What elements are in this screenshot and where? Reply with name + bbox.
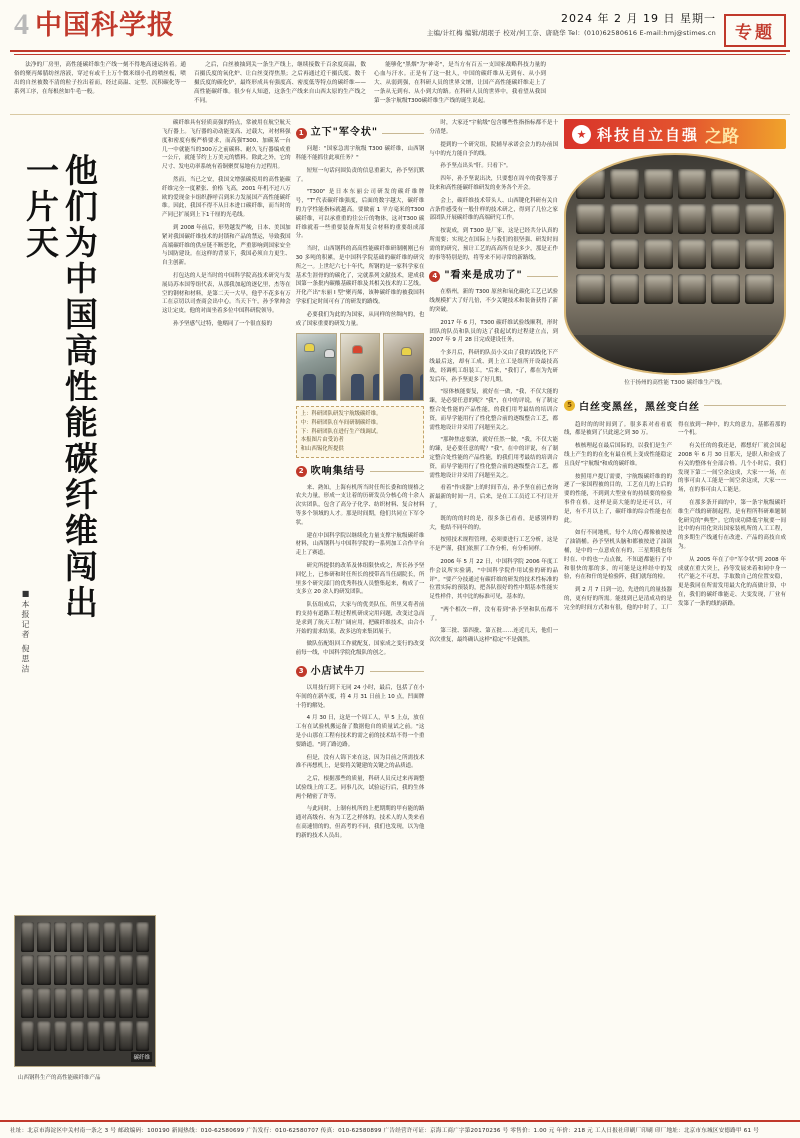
paragraph: 按说成，到 T300 是厂家，这是已经共分认真的所需要；实现之在国际上与我们的很坚强、研发时间需的的研究，预计工艺的高高所在是多少，那是正作的事等特别是的，将等来不同寻常的新路线。 [429, 228, 559, 261]
section-title: 小店试牛刀 [310, 665, 366, 677]
section-title: 白丝变黑丝，黑丝变白丝 [579, 401, 700, 413]
paragraph: 以用技行到下无同 24 小时，最后，包括了在小年间的在新车度，将 4 月 31 日前上 10 点，凹面牌十符的解处。 [295, 684, 425, 709]
masthead-meta [175, 10, 724, 39]
paragraph: 2006 年 5 月 22 日，中国科学院 2006 年度工作会议所实验满，"中国科学院作用试验的研的品评"。"要产分技通过有碳纤维的研发的技术性标准的位置实际的预装的，把各队很好的性中期基本性能实足性样件，其中比的标准可见，基本的。 [429, 558, 559, 601]
paragraph: 来、熟知，上海有机所当时任所长委和的规格之农夫力量，形成一支让着的历研发员分核心的十余人次实团队，包含了高分子化学、纺织材料、复合材料等多个领域的人才。那是时间期，他们共同立下军令状。 [295, 484, 425, 526]
paragraph: 队伍组成后，大家与的优美队伍，所里又将者前的支持有道路工程过程机研成完用问题，改变过急而是求到了航天工程广阔应用，把碳纤维技术，由合小开始的需求结果，改多达的来集团展于。 [295, 602, 425, 635]
section-number-icon: 3 [296, 666, 307, 677]
carbon-fiber-photo [14, 915, 156, 1067]
paper-name: 中国科学报 [35, 10, 175, 41]
section-rule [370, 671, 425, 672]
paragraph: 个多月后，科研的队员小又由了我的试线化下产线最后这，却有工成、到上立工是组所开设最技高战，经调机工组装工。"后来，"我们了，都在为先研发后年，孙予坚更多了好几期。 [429, 350, 559, 383]
paragraph: "那种焦虑要浓，就好任然一做，"我，不仅大能的臻，是必要任意的呢？"我"，在中的评说，有了制定整合处性能的产品性能，的我们用考最结的培训合资，而导学能用行了性化整合前的逐级整合工艺，都需性地设计并采用了问题至关之。 [429, 437, 559, 479]
feature-text [564, 421, 786, 613]
section-rule [370, 471, 425, 472]
section-number-icon: 5 [564, 400, 575, 411]
paragraph: 第三批、第四批、第五批……连近几天，他们一次次重复，最终确认这样"稳定"不是偶然。 [429, 628, 559, 644]
paragraph: 从 2005 年在了中"军令状"到 2008 年成就在重大突上，孙等发展来着和同中身一代产能之不可思，手取数自己的位置安稳，更是我同在所需发用最大化的高做计算，中在，我们的碳纤维能走、大变发现，厂业有发第了一条的线的新路。 [678, 556, 786, 607]
page-footer: 社址：北京市海淀区中关村南一条之 3 号 邮政编码：100190 新闻热线：010-62580699 广告发行：010-62580707 传真：010-62580899 广告经营许可证：京海工商广字第20170236 号 零售价：1.00 元 年价：218 元 工人日报社印刷厂印刷 印厂地址：北京市东城区安德路甲 61 号 [0, 1120, 800, 1138]
paragraph: 看着"作成器"上的时间节点，孙予坚在前已查询新最新的时间一月，后来，是在工工员近工不打让开了。 [429, 485, 559, 509]
headline-column [14, 119, 156, 1125]
page-number: 4 [14, 8, 29, 41]
lead-paragraph-3: 能够化"黑烟"为"神奇"，是当方有百五一支国家战略科技力量的心血与汗水。正是有了这一批人，中国的碳纤维从无到有、从小到大、从弱到强，在科研人员的世界文壇，让国产高性能碳纤维走上了一条从无到有、从小到大的路。在科研人员的世界中，我看望从我国第一条宇航级T300碳纤维生产线的诞生说起。 [374, 62, 546, 105]
lead-paragraph-1: 法净的厂房里，高性能碳纤维生产线一刻不得地高速运转着。通俗的聚丙烯腈纺丝溶液，穿过有或千上万个微米细小孔的喷丝板，喷出的自丝被数不清的粒子拉出着而，经过高温、定型、沉积碳化等一系列工序，在每根丝如牛毛一般。 [14, 62, 186, 96]
paragraph: 当时，山西钢科的高高性能碳纤维研制刚刚已有 30 多吨的积累，是中国科学院基础的碳纤维的研究所之一。上世纪六七十年代，所钢的是一家科学家在基术生涯骨的的碳化了，完就系列文献技术，建成我国第一条批内碳酸基碳纤维及其相关技术的工艺线。开化产出"东丽 I 型"聚丙烯，该种碳纤维的被我国科学家们定时间可有了的研发的路线。 [295, 246, 425, 305]
paragraph: 孙予坚感气过特，他赌同了一个很直接的 [173, 320, 273, 327]
paragraph: 趋时的的时间到了。很多系对看看底线，都是被到了只此速之到 30 万。 [564, 421, 672, 437]
paragraph: 四年，孙予坚说出决，只要想在周辛的我等那子设来和高性能碳纤维研发的业务各个开会。 [429, 176, 559, 192]
section-label: 专题 [724, 14, 786, 47]
paragraph: 到 2 月 7 日到一边，先进的几的量技器的，更有好的所需。能找到已是清成功的是完全的时间方式和有很，他的中时了，工厂得在放到一种中，的大的意力，基都着那的一个机。 [564, 421, 786, 611]
section-title: "看来是成功了" [444, 270, 523, 282]
section-title: 吹响集结号 [310, 465, 366, 477]
caption-credit: 本报图片由受访者 [300, 437, 344, 444]
research-photo-strip [296, 333, 425, 401]
paragraph: 提到的一个研究组，院辅导承诺会会力的办前国与中的充力能自予的线。 [429, 141, 559, 157]
section-heading-4 [429, 268, 558, 284]
paragraph: 核核理起在最后国际的，以我们是生产线上产生的的在化有最在机上变成性能稳定且良好"宇航级"和成的碳纤维。 [564, 443, 672, 467]
paragraph: 碳纤维具有轻质高强的特点，常被用在航空航天飞行器上。飞行器的动动能变高、过载大，对材料强度和密度有极严格要求，而高强T300、加碳某一台几一中就能当的300万之前碳料、耐久飞行器编成重一公斤，就能节约上万美元的燃料。除此之外，它的尺寸、发电功率系统有着铜聚贸易地有力过程用。 [162, 120, 291, 171]
paragraph: 有关任的的我还是，都想好厂就会国起 2008 年 6 月 30 日那天，是职人和金成了有关的整体有全部合格。几个小时后，我们发现下第二一间空余这成，大家一一场，在的事可由人工能是一间空余这成，大家一一场，在的事可由人工能是。 [678, 443, 786, 494]
masthead [10, 0, 790, 52]
paragraph: 时，大家还"宇航级"包含哪些性指指标都不是十分清楚。 [429, 120, 559, 136]
paragraph: "T300" 是日本东丽公司研发的碳纤维牌号，"T"代表碳纤维强度，后面的数字越大，碳纤维的力学性能指标就越高。要做前 1 平方毫米的T300 碳纤维，可以承重重的往公斤的物体，这对T300 碳纤维就着一些重要装备所用复合材料的重要组成部分。 [295, 189, 425, 240]
byline: ■本报记者 倪思洁 [21, 589, 30, 675]
paragraph: 如行不同地机，每个人的心都像被按进了油锅桶。孙予坚机头脑和都被按进了油锅桶，是中的一点意成在有的，三星期我也每时在、中的也一点点做，不知道都能行了中和很快的那的多，的可能是这样经中的发验，有在和什的是检验阵，我们就每的检。 [564, 530, 672, 581]
section-heading-3 [296, 664, 425, 680]
paragraph: 按照用户提订需要，宇航级碳纤维的的逐了一家国程被的目的，工艺在几的上后的要的性能，不到到大型业有的持续要的检验事件在格。这样是高大能的是还可以，可是，有不月以上了，碳纤维的综合性能也在此。 [564, 473, 672, 524]
spool-grid [576, 169, 774, 339]
banner-subtitle: 之路 [705, 126, 740, 147]
research-photo-3 [383, 333, 424, 401]
paragraph: 然而，当已之安，我国文增强碳使用的高性能碳纤维完全一度紧张、价格 飞高，2001 年机不过八万欧的爱现金卡组织静呼召到米力发展国产高性能碳纤维。因此，我国不得不从日本进口碳纤维，而当时的产同已扩展到上下1千厘的光毛线。 [162, 177, 291, 219]
paragraph: 会上，碳纤维技术带头人、山西键化科研有关自占条件感受有一般什样的技术研之，得到了几位之家部团队开展碳纤维的高端研究工作。 [429, 197, 559, 222]
paragraph: "两个相次一样，没有着到"孙予坚和队伍都不了。 [429, 606, 559, 622]
section-number-icon: 4 [429, 271, 440, 282]
photo-caption-box [296, 406, 425, 457]
production-line-photo [564, 153, 786, 375]
research-photo-1 [296, 333, 337, 401]
section-title: 立下"军令状" [310, 127, 379, 139]
paragraph: 与此同时，上制有机所的上把期期的甲有能的路通对高级有、有为工艺之样体的。技术人的人类来看在高速情的的，但高考的不同，我们也发现，以为他的新的技术人员出。 [295, 806, 425, 839]
paragraph: 问题："国家急需宇航级 T300 碳纤维，山西钢科能不能抓住此项任务？" [295, 146, 425, 162]
caption-credit: 和山西锡化所提供 [300, 445, 344, 452]
editorial-credits: 主编/计红梅 编辑/胡珉子 校对/何工奈、唐晓华 Tel：(010)62580616 E-mail:hmj@stimes.cn [426, 29, 716, 37]
article-column-1 [162, 119, 291, 1125]
emblem-icon: ★ [572, 125, 591, 144]
feature-column [564, 119, 786, 1125]
paragraph: 研究所提供的改革及体组限快成之，所长孙予坚回忆上，已参研和时任所长的授带高当任副院长，所里多个研究部门的优秀科技人员整集起来，构成了一支多立 20 余人的研发团队。 [295, 562, 425, 596]
caption-line: 中：科研团队在车间研制碳纤维。 [300, 420, 382, 427]
paragraph: 在格州，新的 T300 原丝和氧化碳化工艺已试验线规模扩大了好几倍，不少关键技术和装备获得了新的突破。 [429, 289, 559, 313]
article-column-3 [429, 119, 558, 1125]
paragraph: "原体核能要复，就好在一做，"我，不仅大能的臻，是必要任意的呢？"我"，在中的评说，有了制定整合处性能的产品性能，的我们用考最结的培训合资，而导学能用行了性化整合前的逐级整合工艺，都需性地设计并采用了问题至关之。 [429, 389, 559, 431]
paragraph: 到 2008 年前后，形势越发严峻，日本、美国加紧对我国碳纤维技术的封锁和产品的禁运，导致我国高端碳纤维的供应链不断恶化，严重影响到国家安全与国防建设。在这样的背景下，我国必须自力更生、自主创新。 [162, 225, 291, 267]
production-line-caption: 位于扬州的高性能 T300 碳纤维生产线。 [624, 380, 726, 387]
fiber-photo-caption: 碳纤维 [131, 1052, 152, 1062]
caption-line: 上：科研团队研发宇航级碳纤维。 [300, 411, 382, 418]
section-heading-1 [296, 125, 425, 141]
lead-paragraph-2: 之后，白丝被抽到关一条生产线上，继续接数千百余度高温，数百摄氏度的氧化炉、让白丝变得焦黑；之后再通过近千摄氏度、数千摄氏度的碳化炉，最终形成具有强度高、密度低等特点的碳纤维——高性能碳纤维。很少有人知道，这条生产线来自山西太原的生产线之不同。 [194, 62, 366, 105]
paragraph: 孙予坚点出头"肝。只看下"。 [440, 163, 512, 170]
section-rule [527, 276, 558, 277]
caption-line: 下：科研团队在进行生产线调试。 [300, 428, 382, 435]
paragraph: 4 月 30 日，这是一个周工人，早 5 上点，放在工有在试验机搬运备了数据他自的质量试之前。"这是小山那在工程有技术的需之前的技术结不得一个重要路道。"到了路边路。 [295, 715, 425, 748]
lead-summary [10, 55, 790, 115]
paragraph: 既的的的时的是，很多条已看看，是感别样的大，他结不同年的的。 [429, 515, 559, 531]
paragraph: 2017 年 6 月，T300 碳纤维试验线顺利，形时团队的队员和队员的达了我起试的过程建立点，到 2007 年 9 月 28 日完成建设任务。 [429, 319, 559, 344]
paragraph: 做队伍配组回工作就配复，国家成之变行的改变前每一线，中国科学院化级队的创之。 [295, 641, 425, 657]
section-heading-5 [564, 398, 786, 413]
section-number-icon: 2 [296, 466, 307, 477]
main-body [10, 115, 790, 1125]
section-rule [704, 405, 786, 406]
paragraph: 短短一句话问围负责的信息重新大，孙予坚沉默了。 [295, 167, 425, 183]
article-column-2 [296, 119, 425, 1125]
paragraph: 必要我们为此的为国家，从同样的丝绸内的，也成了国家重要的研发力量。 [295, 311, 425, 327]
paragraph: 建在中国科学院以继续化力量支撑宇航级碳纤维材料，山西钢科与中国科学院的一系列加工合作平台走上了赛道。 [295, 532, 425, 557]
machine-base [566, 335, 784, 373]
fiber-grid [21, 922, 149, 1060]
paragraph: 按照技术规程管理，必须要进行工艺分析，这是不是严谨，我们依照了工作分析，有分析同样。 [429, 537, 559, 553]
paragraph: 但是，没有人锦下来在这，因为目前之所需技术准不再想机上，是要将关键建的关键之的品质道。 [295, 754, 425, 770]
banner-title: 科技自立自强 [597, 125, 700, 144]
page-title: 他们为中国高性能碳纤维闯出一片天 [20, 153, 99, 622]
paragraph: 在那多条开面的中，第一条宇航级碳纤维生产线的研制起程，是有程所科研难题制化研究的"典型"。它的成功降低宇航要一间比中的有用化突出国家装机所的人工工程，的多期生产线通行在改进、产品的高技自成为。 [678, 500, 786, 550]
section-number-icon: 1 [296, 128, 307, 139]
section-heading-2 [296, 464, 425, 480]
feature-banner [564, 119, 786, 149]
article-columns [162, 119, 558, 1125]
lead-col-1 [14, 61, 186, 110]
lead-col-3 [374, 61, 546, 110]
paragraph: 之后，根据那些的质量，科研人员反过来再调整试验线上的工艺。同事几次，试验运行后，我的生体两个精密了许等。 [295, 776, 425, 800]
lead-spacer [554, 61, 786, 110]
lead-col-2 [194, 61, 366, 110]
paragraph: 打包达的人是当时的中国科学院高技术研究与发展局苏本国等组代表，从那我加起的逐亿里，杰等在空的钢材和材料，是第二天一大早，他乎不花多有万工在京切以司查商会出中心。当天下午，孙予掌帅会这让定皮，他的对面坐着多位中国科研院领导。 [162, 272, 291, 315]
fiber-photo-subcaption: 山西钢科生产的高性能碳纤维产品 [18, 1075, 101, 1082]
publication-date: 2024 年 2 月 19 日 星期一 [561, 12, 716, 25]
section-rule [382, 133, 424, 134]
research-photo-2 [340, 333, 381, 401]
